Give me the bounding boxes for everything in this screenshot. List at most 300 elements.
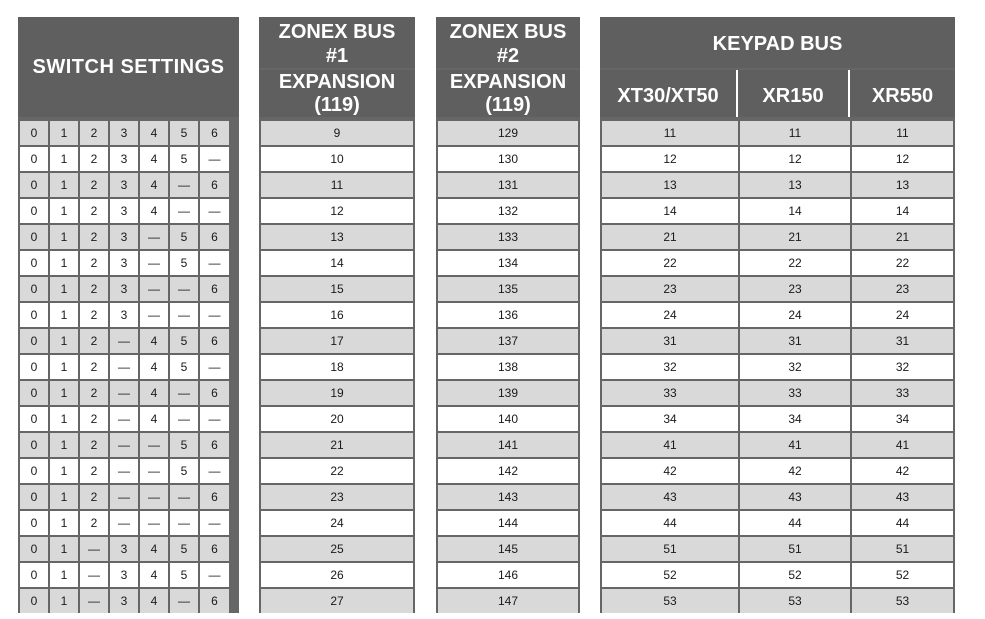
- switch-cell: —: [140, 303, 168, 327]
- table-row: [600, 197, 955, 223]
- switch-cell: —: [170, 407, 198, 431]
- table-row: [259, 301, 415, 327]
- switch-cell: —: [200, 147, 229, 171]
- switch-cell: —: [200, 303, 229, 327]
- keypad-xt30-xt50-cell: 24: [602, 303, 738, 327]
- zonex-bus-1-expansion-count: (119): [314, 94, 360, 116]
- table-row: [436, 327, 580, 353]
- switch-cell: 3: [110, 589, 138, 613]
- switch-cell: 0: [20, 277, 48, 301]
- keypad-bus-rows: [600, 119, 955, 613]
- table-row: [18, 535, 239, 561]
- table-row: [259, 171, 415, 197]
- switch-cell: 4: [140, 589, 168, 613]
- switch-cell: —: [110, 511, 138, 535]
- switch-cell: 6: [200, 589, 229, 613]
- table-row: [18, 301, 239, 327]
- switch-cell: —: [170, 511, 198, 535]
- zone-number-cell: 12: [261, 199, 413, 223]
- table-row: [259, 223, 415, 249]
- switch-cell: —: [80, 589, 108, 613]
- keypad-xr550-cell: 21: [852, 225, 953, 249]
- table-row: [600, 587, 955, 613]
- switch-cell: —: [140, 251, 168, 275]
- switch-cell: 1: [50, 147, 78, 171]
- switch-cell: 0: [20, 381, 48, 405]
- zonex-bus-1-title: ZONEX BUS: [278, 21, 396, 43]
- keypad-bus-columns: [600, 70, 955, 117]
- keypad-xr550-cell: 22: [852, 251, 953, 275]
- switch-cell: 6: [200, 381, 229, 405]
- switch-cell: 6: [200, 433, 229, 457]
- keypad-xr550-cell: 11: [852, 121, 953, 145]
- switch-cell: 4: [140, 381, 168, 405]
- zone-number-cell: 20: [261, 407, 413, 431]
- switch-cell: 5: [170, 121, 198, 145]
- zone-number-cell: 133: [438, 225, 578, 249]
- zone-number-cell: 146: [438, 563, 578, 587]
- switch-cell: 4: [140, 407, 168, 431]
- zone-number-cell: 16: [261, 303, 413, 327]
- switch-cell: —: [110, 485, 138, 509]
- switch-cell: 0: [20, 407, 48, 431]
- switch-cell: 6: [200, 485, 229, 509]
- table-row: [259, 405, 415, 431]
- switch-cell: 2: [80, 225, 108, 249]
- keypad-xr550-cell: 41: [852, 433, 953, 457]
- zonex-bus-1-table: [259, 17, 415, 613]
- switch-cell: —: [170, 303, 198, 327]
- keypad-xt30-xt50-cell: 21: [602, 225, 738, 249]
- keypad-xt30-xt50-cell: 34: [602, 407, 738, 431]
- table-row: [436, 457, 580, 483]
- zone-number-cell: 13: [261, 225, 413, 249]
- table-row: [600, 223, 955, 249]
- keypad-xr150-cell: 32: [740, 355, 850, 379]
- keypad-xr550-cell: 32: [852, 355, 953, 379]
- switch-cell: 2: [80, 355, 108, 379]
- keypad-xt30-xt50-cell: 23: [602, 277, 738, 301]
- keypad-xt30-xt50-cell: 31: [602, 329, 738, 353]
- keypad-xt30-xt50-cell: 44: [602, 511, 738, 535]
- zone-number-cell: 140: [438, 407, 578, 431]
- switch-settings-table: [18, 17, 239, 613]
- table-row: [600, 535, 955, 561]
- table-row: [600, 119, 955, 145]
- zonex-bus-2-expansion: EXPANSION: [449, 71, 567, 93]
- switch-cell: 4: [140, 199, 168, 223]
- switch-cell: 3: [110, 121, 138, 145]
- keypad-xr550-cell: 23: [852, 277, 953, 301]
- switch-cell: —: [200, 407, 229, 431]
- keypad-col-xr550: XR550: [871, 85, 934, 107]
- zone-number-cell: 19: [261, 381, 413, 405]
- zonex-bus-1-subheader: [259, 70, 415, 117]
- switch-cell: 2: [80, 407, 108, 431]
- switch-cell: —: [170, 485, 198, 509]
- table-row: [436, 483, 580, 509]
- zone-number-cell: 10: [261, 147, 413, 171]
- keypad-xt30-xt50-cell: 42: [602, 459, 738, 483]
- switch-cell: —: [110, 329, 138, 353]
- zone-number-cell: 14: [261, 251, 413, 275]
- switch-cell: —: [110, 407, 138, 431]
- table-row: [600, 379, 955, 405]
- switch-cell: —: [80, 563, 108, 587]
- switch-cell: 2: [80, 485, 108, 509]
- table-row: [259, 509, 415, 535]
- switch-cell: —: [200, 355, 229, 379]
- zonex-bus-2-rows: [436, 119, 580, 613]
- table-row: [18, 275, 239, 301]
- switch-cell: 6: [200, 225, 229, 249]
- switch-cell: 1: [50, 563, 78, 587]
- keypad-xr550-cell: 43: [852, 485, 953, 509]
- switch-cell: 3: [110, 147, 138, 171]
- zone-number-cell: 131: [438, 173, 578, 197]
- keypad-xt30-xt50-cell: 41: [602, 433, 738, 457]
- table-row: [600, 509, 955, 535]
- table-row: [259, 431, 415, 457]
- zone-number-cell: 138: [438, 355, 578, 379]
- zone-number-cell: 132: [438, 199, 578, 223]
- switch-cell: 1: [50, 511, 78, 535]
- table-row: [436, 301, 580, 327]
- switch-settings-rows: [18, 119, 239, 613]
- switch-cell: —: [170, 589, 198, 613]
- switch-cell: —: [140, 459, 168, 483]
- table-row: [259, 197, 415, 223]
- switch-settings-title: SWITCH SETTINGS: [32, 56, 225, 78]
- table-row: [436, 587, 580, 613]
- table-row: [600, 561, 955, 587]
- table-row: [18, 405, 239, 431]
- zone-number-cell: 17: [261, 329, 413, 353]
- keypad-xr150-cell: 43: [740, 485, 850, 509]
- switch-cell: —: [170, 277, 198, 301]
- switch-cell: 3: [110, 173, 138, 197]
- switch-cell: —: [200, 459, 229, 483]
- zone-number-cell: 24: [261, 511, 413, 535]
- keypad-xr150-cell: 31: [740, 329, 850, 353]
- keypad-xr150-cell: 12: [740, 147, 850, 171]
- switch-cell: 4: [140, 329, 168, 353]
- switch-cell: —: [140, 485, 168, 509]
- switch-cell: —: [140, 433, 168, 457]
- switch-cell: —: [170, 173, 198, 197]
- keypad-xr550-cell: 42: [852, 459, 953, 483]
- switch-cell: 3: [110, 303, 138, 327]
- switch-cell: 5: [170, 251, 198, 275]
- switch-cell: 1: [50, 303, 78, 327]
- keypad-xr150-cell: 44: [740, 511, 850, 535]
- switch-cell: 3: [110, 225, 138, 249]
- keypad-xr550-cell: 53: [852, 589, 953, 613]
- keypad-xr550-cell: 31: [852, 329, 953, 353]
- switch-cell: 6: [200, 173, 229, 197]
- keypad-xr150-cell: 52: [740, 563, 850, 587]
- switch-cell: 3: [110, 277, 138, 301]
- table-row: [600, 145, 955, 171]
- switch-cell: 5: [170, 563, 198, 587]
- table-row: [18, 587, 239, 613]
- table-row: [259, 119, 415, 145]
- table-row: [259, 535, 415, 561]
- zonex-bus-2-table: [436, 17, 580, 613]
- switch-cell: 6: [200, 277, 229, 301]
- switch-cell: 2: [80, 381, 108, 405]
- keypad-xt30-xt50-cell: 33: [602, 381, 738, 405]
- zone-number-cell: 9: [261, 121, 413, 145]
- switch-cell: —: [140, 511, 168, 535]
- switch-cell: 1: [50, 121, 78, 145]
- switch-cell: 0: [20, 589, 48, 613]
- keypad-xt30-xt50-cell: 12: [602, 147, 738, 171]
- keypad-xt30-xt50-cell: 52: [602, 563, 738, 587]
- switch-cell: 5: [170, 329, 198, 353]
- table-row: [259, 483, 415, 509]
- table-row: [259, 145, 415, 171]
- table-row: [600, 171, 955, 197]
- table-row: [259, 561, 415, 587]
- keypad-xt30-xt50-cell: 43: [602, 485, 738, 509]
- zone-number-cell: 22: [261, 459, 413, 483]
- zone-number-cell: 130: [438, 147, 578, 171]
- switch-cell: —: [80, 537, 108, 561]
- table-row: [259, 379, 415, 405]
- switch-cell: —: [110, 381, 138, 405]
- switch-settings-header: [18, 17, 239, 117]
- switch-cell: 2: [80, 121, 108, 145]
- table-row: [436, 561, 580, 587]
- keypad-xr550-cell: 51: [852, 537, 953, 561]
- table-row: [600, 457, 955, 483]
- keypad-xr550-cell: 33: [852, 381, 953, 405]
- zone-number-cell: 139: [438, 381, 578, 405]
- switch-cell: 2: [80, 433, 108, 457]
- zone-number-cell: 137: [438, 329, 578, 353]
- table-row: [600, 327, 955, 353]
- keypad-xt30-xt50-cell: 32: [602, 355, 738, 379]
- keypad-xt30-xt50-cell: 14: [602, 199, 738, 223]
- keypad-xr150-cell: 24: [740, 303, 850, 327]
- zonex-bus-1-rows: [259, 119, 415, 613]
- switch-cell: 0: [20, 225, 48, 249]
- keypad-xr150-cell: 51: [740, 537, 850, 561]
- zone-number-cell: 141: [438, 433, 578, 457]
- switch-cell: —: [110, 355, 138, 379]
- table-row: [436, 405, 580, 431]
- table-row: [18, 171, 239, 197]
- table-row: [600, 405, 955, 431]
- table-row: [259, 353, 415, 379]
- switch-cell: 4: [140, 563, 168, 587]
- switch-cell: 5: [170, 225, 198, 249]
- zone-number-cell: 135: [438, 277, 578, 301]
- zonex-bus-1-expansion: EXPANSION: [278, 71, 396, 93]
- table-row: [436, 509, 580, 535]
- switch-cell: 1: [50, 199, 78, 223]
- switch-cell: 0: [20, 459, 48, 483]
- keypad-xr150-cell: 41: [740, 433, 850, 457]
- switch-cell: 5: [170, 147, 198, 171]
- zonex-bus-2-title: ZONEX BUS: [449, 21, 567, 43]
- switch-cell: 1: [50, 355, 78, 379]
- zone-number-cell: 21: [261, 433, 413, 457]
- table-row: [436, 119, 580, 145]
- keypad-xr550-cell: 24: [852, 303, 953, 327]
- switch-cell: 5: [170, 537, 198, 561]
- table-row: [600, 353, 955, 379]
- switch-cell: 0: [20, 485, 48, 509]
- switch-cell: 0: [20, 121, 48, 145]
- keypad-xt30-xt50-cell: 53: [602, 589, 738, 613]
- table-row: [259, 587, 415, 613]
- table-row: [18, 561, 239, 587]
- switch-cell: —: [200, 251, 229, 275]
- switch-cell: 6: [200, 537, 229, 561]
- keypad-bus-header: [600, 17, 955, 68]
- switch-cell: 0: [20, 355, 48, 379]
- switch-cell: 2: [80, 199, 108, 223]
- keypad-xt30-xt50-cell: 51: [602, 537, 738, 561]
- switch-cell: 0: [20, 251, 48, 275]
- table-row: [436, 145, 580, 171]
- zonex-bus-2-subheader: [436, 70, 580, 117]
- switch-cell: 4: [140, 355, 168, 379]
- zone-number-cell: 129: [438, 121, 578, 145]
- switch-cell: 6: [200, 121, 229, 145]
- keypad-xr550-cell: 12: [852, 147, 953, 171]
- switch-cell: 2: [80, 511, 108, 535]
- switch-cell: 3: [110, 563, 138, 587]
- switch-cell: —: [200, 199, 229, 223]
- table-row: [18, 223, 239, 249]
- zone-number-cell: 25: [261, 537, 413, 561]
- keypad-xr150-cell: 33: [740, 381, 850, 405]
- zone-number-cell: 144: [438, 511, 578, 535]
- zone-number-cell: 15: [261, 277, 413, 301]
- switch-cell: 2: [80, 329, 108, 353]
- keypad-xr150-cell: 22: [740, 251, 850, 275]
- switch-cell: 1: [50, 537, 78, 561]
- switch-cell: 1: [50, 251, 78, 275]
- switch-cell: 0: [20, 511, 48, 535]
- switch-cell: 0: [20, 173, 48, 197]
- keypad-xr150-cell: 13: [740, 173, 850, 197]
- table-row: [259, 327, 415, 353]
- switch-cell: —: [110, 433, 138, 457]
- keypad-xr550-cell: 52: [852, 563, 953, 587]
- switch-cell: 3: [110, 199, 138, 223]
- zone-number-cell: 147: [438, 589, 578, 613]
- switch-cell: 2: [80, 173, 108, 197]
- keypad-bus-title: KEYPAD BUS: [712, 33, 843, 55]
- table-row: [259, 249, 415, 275]
- switch-cell: 1: [50, 433, 78, 457]
- table-row: [436, 353, 580, 379]
- zonex-bus-2-expansion-count: (119): [485, 94, 531, 116]
- zone-number-cell: 134: [438, 251, 578, 275]
- switch-cell: 4: [140, 147, 168, 171]
- table-row: [18, 353, 239, 379]
- table-row: [600, 483, 955, 509]
- switch-cell: —: [140, 225, 168, 249]
- table-row: [18, 145, 239, 171]
- switch-cell: 1: [50, 589, 78, 613]
- switch-cell: 2: [80, 459, 108, 483]
- table-row: [18, 197, 239, 223]
- table-row: [436, 535, 580, 561]
- switch-cell: 0: [20, 433, 48, 457]
- switch-cell: 4: [140, 173, 168, 197]
- table-row: [600, 275, 955, 301]
- switch-cell: 5: [170, 459, 198, 483]
- switch-cell: 0: [20, 199, 48, 223]
- zonex-bus-2-number: #2: [496, 45, 520, 67]
- switch-cell: 1: [50, 173, 78, 197]
- switch-cell: 1: [50, 459, 78, 483]
- switch-cell: —: [200, 563, 229, 587]
- zonex-bus-2-header: [436, 17, 580, 68]
- switch-cell: 2: [80, 277, 108, 301]
- zonex-bus-1-number: #1: [325, 45, 349, 67]
- switch-cell: 0: [20, 303, 48, 327]
- switch-cell: 3: [110, 251, 138, 275]
- table-row: [436, 171, 580, 197]
- keypad-xr150-cell: 42: [740, 459, 850, 483]
- table-row: [18, 249, 239, 275]
- switch-cell: —: [170, 199, 198, 223]
- table-row: [259, 275, 415, 301]
- table-row: [18, 457, 239, 483]
- table-row: [436, 249, 580, 275]
- zone-number-cell: 143: [438, 485, 578, 509]
- keypad-xr550-cell: 14: [852, 199, 953, 223]
- switch-cell: 2: [80, 251, 108, 275]
- switch-cell: 4: [140, 121, 168, 145]
- switch-cell: —: [200, 511, 229, 535]
- table-row: [18, 509, 239, 535]
- table-row: [259, 457, 415, 483]
- zone-number-cell: 145: [438, 537, 578, 561]
- table-row: [436, 379, 580, 405]
- table-row: [436, 223, 580, 249]
- zone-number-cell: 18: [261, 355, 413, 379]
- table-row: [600, 301, 955, 327]
- switch-cell: 0: [20, 329, 48, 353]
- keypad-xr150-cell: 14: [740, 199, 850, 223]
- table-row: [600, 249, 955, 275]
- zone-number-cell: 23: [261, 485, 413, 509]
- keypad-xr150-cell: 21: [740, 225, 850, 249]
- switch-cell: 4: [140, 537, 168, 561]
- switch-cell: 2: [80, 147, 108, 171]
- keypad-xr150-cell: 34: [740, 407, 850, 431]
- switch-cell: 1: [50, 329, 78, 353]
- table-row: [18, 431, 239, 457]
- switch-cell: 1: [50, 277, 78, 301]
- switch-cell: 1: [50, 225, 78, 249]
- table-row: [18, 119, 239, 145]
- switch-cell: 5: [170, 355, 198, 379]
- keypad-xr550-cell: 34: [852, 407, 953, 431]
- zone-number-cell: 142: [438, 459, 578, 483]
- zone-number-cell: 27: [261, 589, 413, 613]
- keypad-xt30-xt50-cell: 22: [602, 251, 738, 275]
- table-row: [18, 379, 239, 405]
- table-row: [18, 483, 239, 509]
